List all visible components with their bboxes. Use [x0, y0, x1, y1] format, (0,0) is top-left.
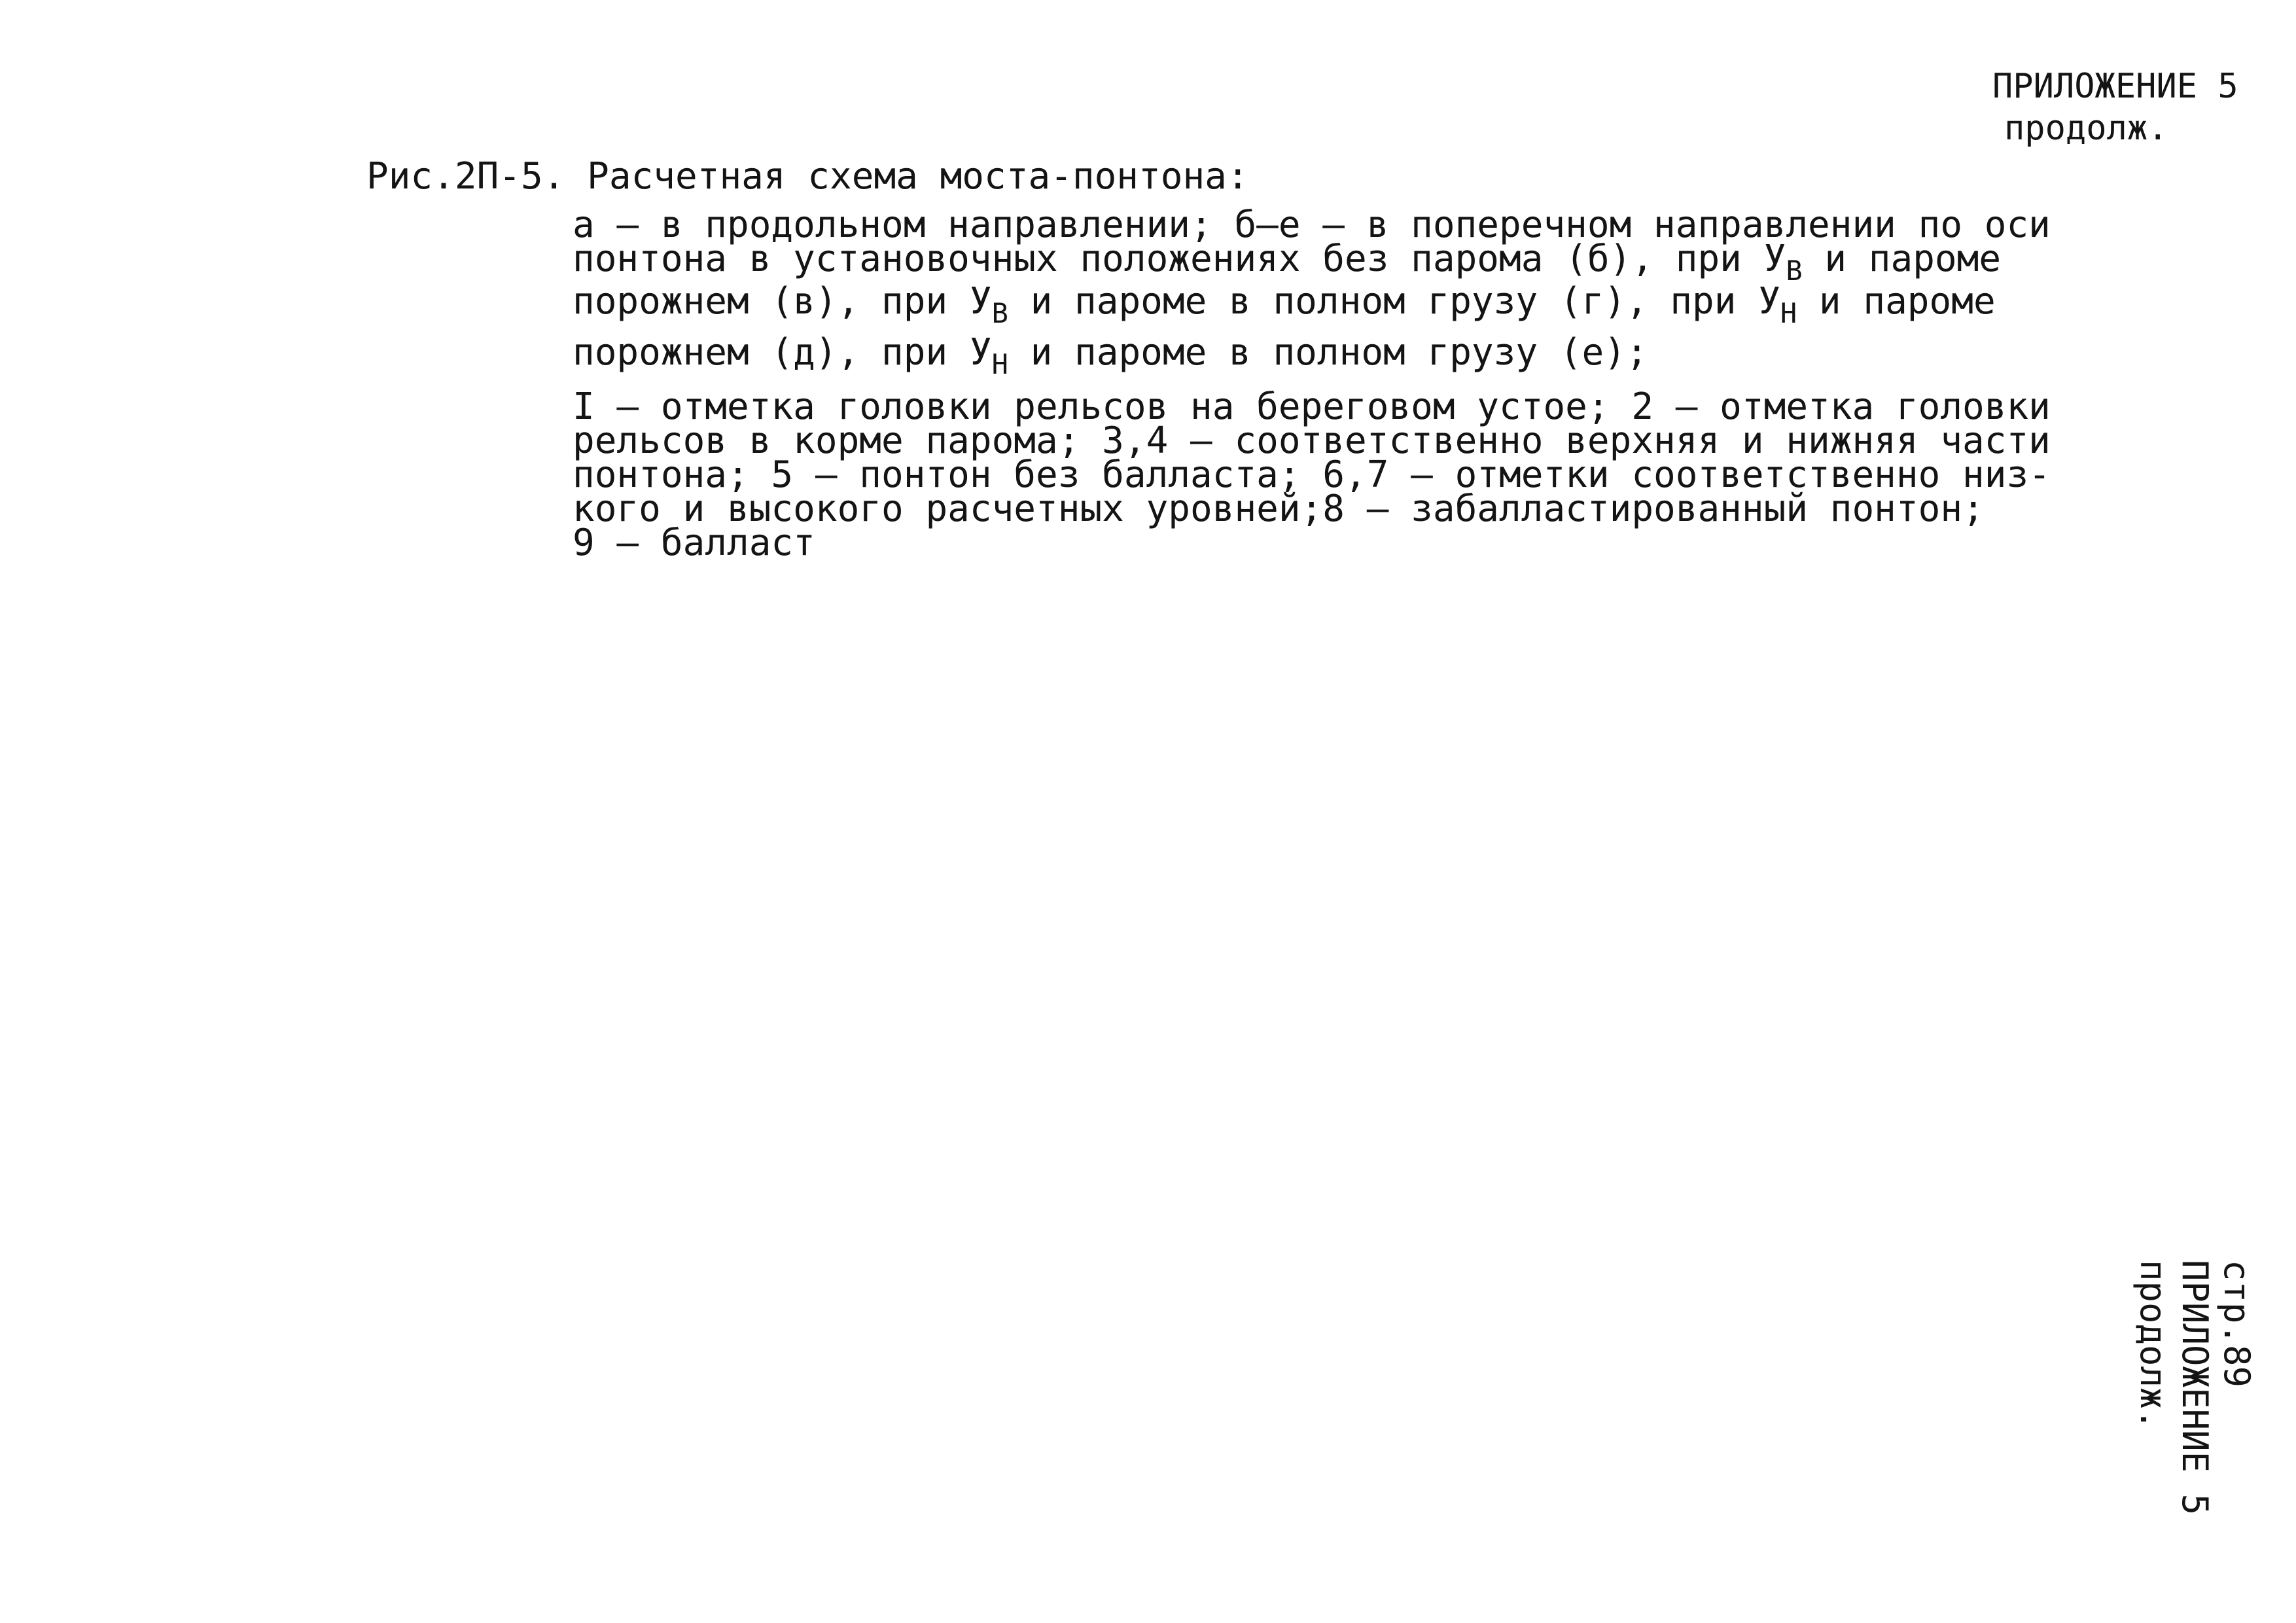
description-line: порожнем (д), при $У_Н$ и пароме в полном грузу (е); [573, 331, 1648, 380]
sidebar-appendix-title: ПРИЛОЖЕНИЕ 5 [2174, 1260, 2216, 1516]
legend-line: понтона; 5 – понтон без балласта; 6,7 – отметки соответственно низ- [573, 454, 2051, 496]
sidebar-appendix-continued: продолж. [2132, 1260, 2174, 1431]
figure-legend [573, 385, 2051, 564]
appendix-title: ПРИЛОЖЕНИЕ 5 [1992, 67, 2238, 106]
description-line: порожнем (в), при $У_В$ и пароме в полном грузу (г), при $У_Н$ и пароме [573, 280, 1996, 329]
subscript: Н [991, 348, 1008, 380]
appendix-continued: продолж. [2004, 109, 2168, 148]
variable-u: У [969, 331, 992, 374]
legend-line: 9 – балласт [573, 522, 815, 564]
figure-description [573, 204, 2051, 380]
variable-u: У [969, 280, 992, 323]
legend-line: I – отметка головки рельсов на береговом устое; 2 – отметка головки [573, 385, 2051, 428]
description-line: понтона в установочных положениях без парома (б), при $У_В$ и пароме [573, 238, 2002, 287]
subscript: В [1786, 255, 1803, 287]
rotated-page-label [2132, 1260, 2257, 1515]
page-number: стр.89 [2216, 1260, 2257, 1388]
legend-line: кого и высокого расчетных уровней;8 – забалластированный понтон; [573, 488, 1985, 530]
variable-u: У [1763, 238, 1786, 280]
variable-u: У [1758, 280, 1780, 323]
figure-description-block [573, 204, 2051, 564]
description-line: а – в продольном направлении; б–е – в поперечном направлении по оси [573, 204, 2051, 246]
subscript: Н [1780, 297, 1797, 329]
appendix-header [1992, 65, 2238, 149]
figure-caption: Рис.2П-5. Расчетная схема моста-понтона: [366, 155, 1249, 198]
subscript: В [991, 297, 1008, 329]
legend-line: рельсов в корме парома; 3,4 – соответственно верхняя и нижняя части [573, 419, 2051, 462]
